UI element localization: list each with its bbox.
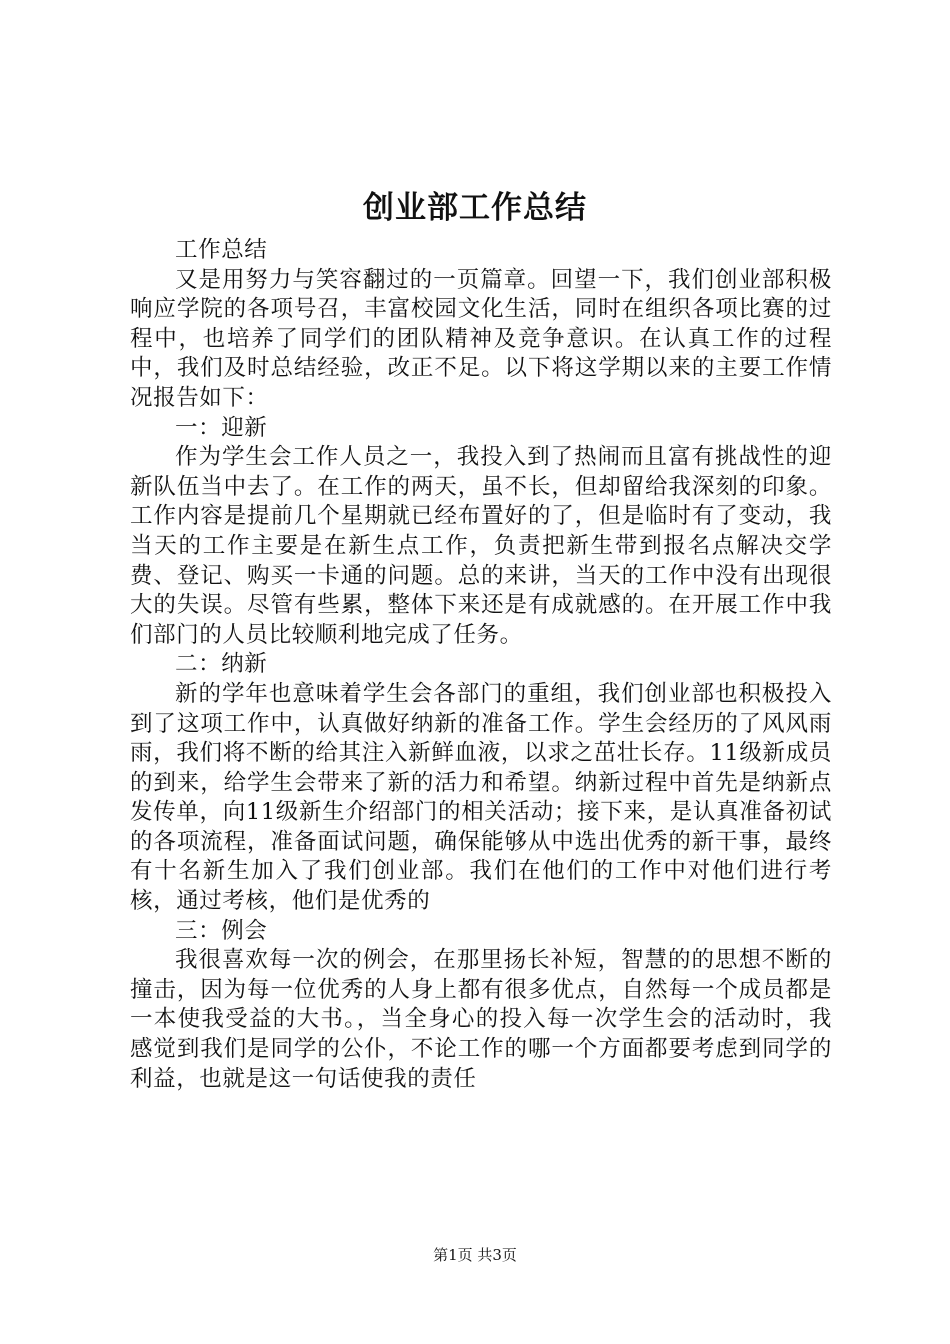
paragraph-heading-summary: 工作总结: [175, 237, 268, 263]
paragraph-recruitment: 新的学年也意味着学生会各部门的重组，我们创业部也积极投入到了这项工作中，认真做好纳新的准备工作。学生会经历的了风风雨雨，我们将不断的给其注入新鲜血液，以求之茁壮长存。11级新成员的到来，给学生会带来了新的活力和希望。纳新过程中首先是纳新点发传单，向11级新生介绍部门的相关活动；接下来，是认真准备初试的各项流程，准备面试问题，确保能够从中选出优秀的新干事，最终有十名新生加入了我们创业部。我们在他们的工作中对他们进行考核，通过考核，他们是优秀的: [130, 680, 832, 915]
document-title: 创业部工作总结: [363, 190, 587, 226]
page-footer: 第1页 共3页: [433, 1246, 517, 1264]
paragraph-intro: 又是用努力与笑容翻过的一页篇章。回望一下，我们创业部积极响应学院的各项号召，丰富校园文化生活，同时在组织各项比赛的过程中，也培养了同学们的团队精神及竞争意识。在认真工作的过程中，我们及时总结经验，改正不足。以下将这学期以来的主要工作情况报告如下：: [130, 266, 832, 411]
paragraph-welcome: 作为学生会工作人员之一，我投入到了热闹而且富有挑战性的迎新队伍当中去了。在工作的两天，虽不长，但却留给我深刻的印象。工作内容是提前几个星期就已经布置好的了，但是临时有了变动，我当天的工作主要是在新生点工作，负责把新生带到报名点解决交学费、登记、购买一卡通的问题。总的来讲，当天的工作中没有出现很大的失误。尽管有些累，整体下来还是有成就感的。在开展工作中我们部门的人员比较顺利地完成了任务。: [130, 444, 832, 648]
section-heading-welcome: 一：迎新: [175, 414, 268, 441]
paragraph-meetings: 我很喜欢每一次的例会，在那里扬长补短，智慧的的思想不断的撞击，因为每一位优秀的人身上都有很多优点，自然每一个成员都是一本使我受益的大书。，当全身心的投入每一次学生会的活动时，我感觉到我们是同学的公仆，不论工作的哪一个方面都要考虑到同学的利益，也就是这一句话使我的责任: [130, 947, 832, 1092]
section-heading-recruitment: 二：纳新: [175, 651, 268, 678]
document-body: [130, 236, 832, 1094]
section-heading-meetings: 三：例会: [175, 917, 268, 944]
